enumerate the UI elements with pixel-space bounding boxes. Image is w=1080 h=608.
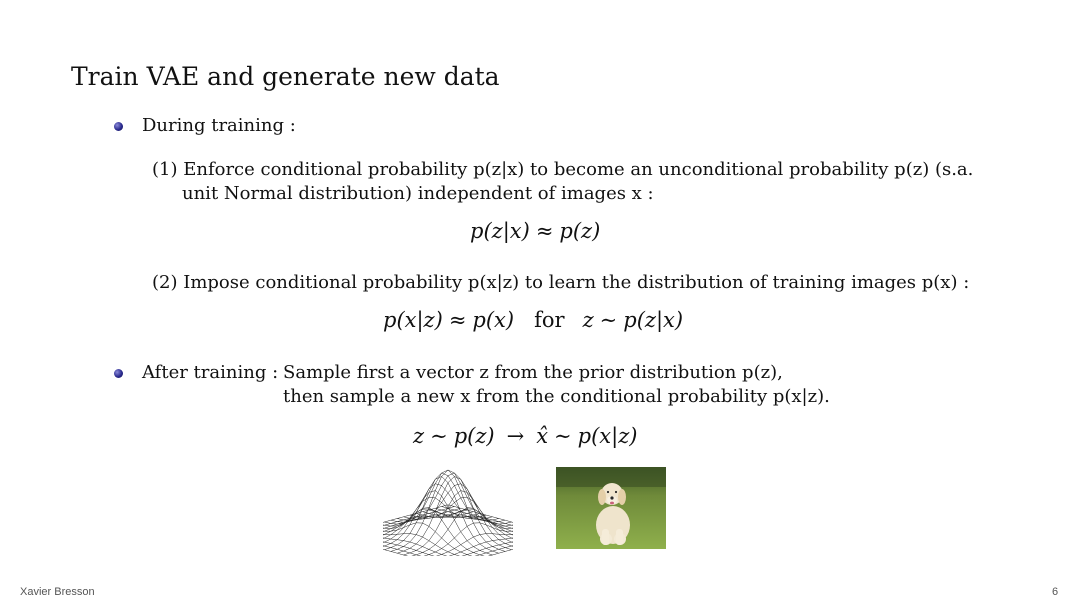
item-1-line-2: unit Normal distribution) independent of images x : [182, 183, 654, 204]
eq2-approx: ≈ [448, 308, 467, 332]
eq1-rhs: p(z) [559, 219, 601, 243]
eq1-lhs: p(z|x) [470, 219, 530, 243]
mesh-line [383, 529, 473, 556]
eq1-approx: ≈ [535, 219, 554, 243]
eq3-tilde-2: ∼ [554, 424, 572, 448]
mesh-line [391, 470, 505, 551]
item-1-line-1: (1) Enforce conditional probability p(z|x) to become an unconditional probability p(z) (s.a. [152, 159, 974, 180]
slide-title: Train VAE and generate new data [71, 62, 500, 91]
item-2: (2) Impose conditional probability p(x|z) to learn the distribution of training images p(x) : [152, 272, 970, 293]
eq2-z: z [582, 308, 594, 332]
eq2-cond: p(z|x) [623, 308, 684, 332]
eq2-lhs: p(x|z) [383, 308, 443, 332]
equation-2 [383, 308, 683, 332]
eq3-xhat: x̂ [536, 424, 549, 448]
mesh-line [429, 510, 513, 541]
gaussian-surface-icon [383, 466, 513, 556]
after-training-line-1: Sample first a vector z from the prior distribution p(z), [283, 362, 783, 383]
mesh-line [383, 510, 467, 541]
eq3-z: z [413, 424, 425, 448]
mesh-line [391, 470, 505, 551]
equation-3 [413, 424, 637, 448]
eq2-tilde: ∼ [599, 308, 618, 332]
page-number: 6 [1052, 586, 1059, 598]
bullet-during-training: During training : [142, 115, 296, 136]
bullet-icon [114, 122, 123, 131]
eq2-for: for [534, 308, 565, 332]
footer-author: Xavier Bresson [20, 586, 95, 598]
dog-photo-icon [556, 467, 666, 549]
bullet-icon [114, 369, 123, 378]
after-training-line-2: then sample a new x from the conditional probability p(x|z). [283, 386, 830, 407]
eq3-tilde-1: ∼ [430, 424, 448, 448]
eq2-rhs: p(x) [472, 308, 515, 332]
eq3-arrow: → [506, 424, 525, 448]
equation-1 [470, 219, 600, 243]
mesh-line [423, 529, 513, 556]
bullet-after-training: After training : [142, 362, 279, 383]
eq3-pxz: p(x|z) [577, 424, 638, 448]
eq3-pz: p(z) [453, 424, 495, 448]
